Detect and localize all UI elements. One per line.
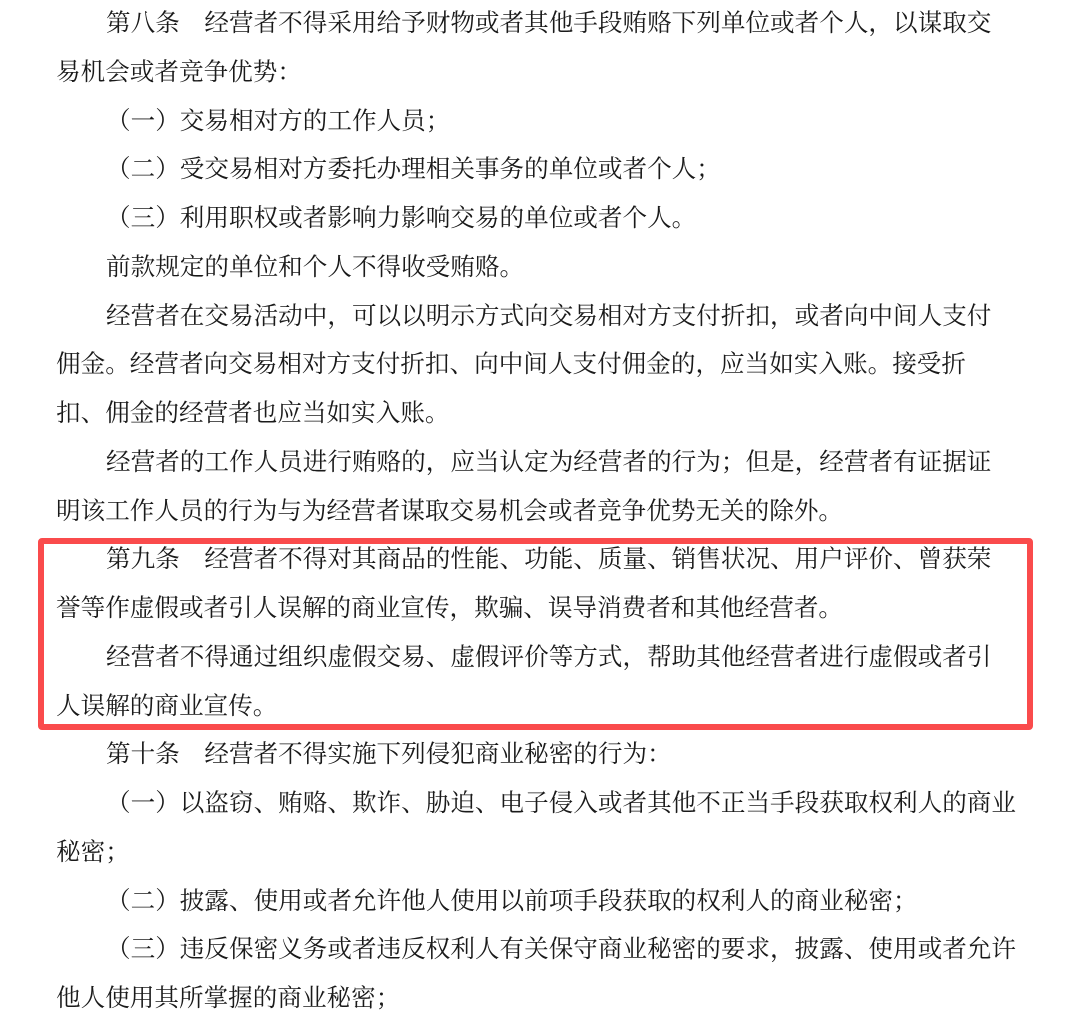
- text-line: （二）受交易相对方委托办理相关事务的单位或者个人；: [106, 156, 721, 184]
- article-10-item-2: [56, 878, 996, 927]
- article-9-para-1: [56, 536, 996, 634]
- article-9-para-2: [56, 634, 996, 732]
- text-line: 第九条 经营者不得对其商品的性能、功能、质量、销售状况、用户评价、曾获荣: [106, 546, 992, 574]
- text-line: （一）以盗窃、贿赂、欺诈、胁迫、电子侵入或者其他不正当手段获取权利人的商业: [106, 790, 1016, 817]
- article-10-item-1: [56, 780, 1016, 878]
- text-line: （三）违反保密义务或者违反权利人有关保守商业秘密的要求，披露、使用或者允许: [106, 936, 1016, 964]
- article-10-intro: [56, 731, 996, 780]
- text-line: （一）交易相对方的工作人员；: [106, 107, 451, 135]
- article-8-item-3: [56, 195, 996, 244]
- text-line: 前款规定的单位和个人不得收受贿赂。: [106, 253, 525, 281]
- text-line: 佣金。经营者向交易相对方支付折扣、向中间人支付佣金的，应当如实入账。接受折: [56, 351, 966, 379]
- article-8-item-2: [56, 146, 996, 195]
- highlight-region: [56, 536, 996, 731]
- article-8-intro: [56, 0, 996, 98]
- text-line: 经营者在交易活动中，可以以明示方式向交易相对方支付折扣，或者向中间人支付: [106, 302, 992, 330]
- text-line: 第十条 经营者不得实施下列侵犯商业秘密的行为：: [106, 741, 672, 769]
- text-line: （三）利用职权或者影响力影响交易的单位或者个人。: [106, 205, 697, 232]
- text-line: 明该工作人员的行为与为经营者谋取交易机会或者竞争优势无关的除外。: [56, 497, 844, 525]
- article-8-para-3: [56, 293, 996, 439]
- text-line: 经营者的工作人员进行贿赂的，应当认定为经营者的行为；但是，经营者有证据证: [106, 448, 992, 476]
- article-10-item-3: [56, 926, 1016, 1024]
- article-8-para-2: [56, 244, 996, 293]
- text-line: 誉等作虚假或者引人误解的商业宣传，欺骗、误导消费者和其他经营者。: [56, 595, 844, 622]
- text-line: 经营者不得通过组织虚假交易、虚假评价等方式，帮助其他经营者进行虚假或者引: [106, 643, 992, 671]
- text-line: 人误解的商业宣传。: [56, 692, 278, 720]
- article-8-para-4: [56, 439, 996, 537]
- text-line: 第八条 经营者不得采用给予财物或者其他手段贿赂下列单位或者个人，以谋取交: [106, 10, 992, 37]
- text-line: 秘密；: [56, 838, 130, 866]
- text-line: （二）披露、使用或者允许他人使用以前项手段获取的权利人的商业秘密；: [106, 887, 918, 915]
- text-line: 易机会或者竞争优势：: [56, 58, 302, 86]
- text-line: 他人使用其所掌握的商业秘密；: [56, 985, 401, 1012]
- article-8-item-1: [56, 98, 996, 147]
- text-line: 扣、佣金的经营者也应当如实入账。: [56, 400, 450, 427]
